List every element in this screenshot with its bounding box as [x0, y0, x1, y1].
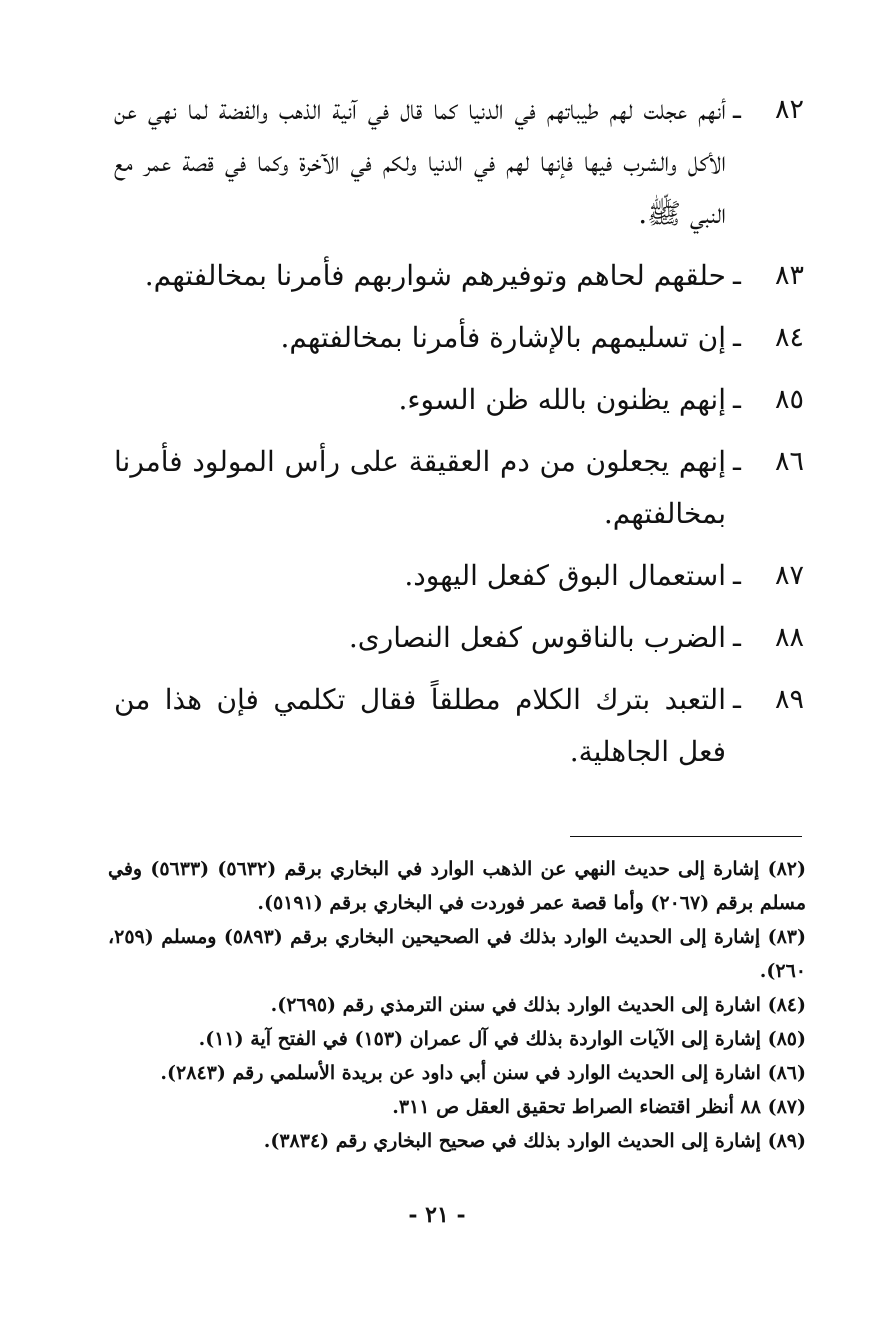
footnote-text: إشارة إلى حديث النهي عن الذهب الوارد في البخاري برقم (٥٦٣٢) (٥٦٣٣) وفي مسلم برقم (٢٠٦٧) وأما قصة عمر فوردت في البخاري برقم (٥١٩١).	[108, 858, 806, 914]
list-item	[114, 612, 804, 664]
numbered-list	[114, 84, 804, 788]
footnote	[108, 1056, 806, 1090]
footnote	[108, 1090, 806, 1124]
item-number: ٨٩	[774, 684, 804, 715]
footnote-text: إشارة إلى الحديث الوارد بذلك في صحيح البخاري رقم (٣٨٣٤).	[263, 1130, 761, 1152]
item-number: ٨٦	[774, 446, 804, 477]
footnotes	[108, 852, 806, 1158]
footnote	[108, 920, 806, 988]
item-dash: ـ	[733, 622, 741, 653]
item-text: إنهم يجعلون من دم العقيقة على رأس المولود فأمرنا بمخالفتهم.	[114, 445, 726, 530]
page-number: - ٢١ -	[408, 1202, 466, 1228]
footnote	[108, 1124, 806, 1158]
item-dash: ـ	[733, 684, 741, 715]
footnote	[108, 852, 806, 920]
item-number: ٨٧	[774, 560, 804, 591]
footnote	[108, 1022, 806, 1056]
footnote-number: (٨٤)	[767, 994, 806, 1016]
footnote-text: اشارة إلى الحديث الوارد بذلك في سنن الترمذي رقم (٢٦٩٥).	[270, 994, 761, 1016]
footnote-separator	[570, 836, 802, 837]
list-item	[114, 312, 804, 364]
list-item	[114, 250, 804, 302]
footnote-number: (٨٣)	[767, 926, 806, 948]
list-item	[114, 374, 804, 426]
item-dash: ـ	[733, 560, 741, 591]
footnote-number: (٨٩)	[767, 1130, 806, 1152]
item-text: الضرب بالناقوس كفعل النصارى.	[348, 621, 726, 654]
item-text: التعبد بترك الكلام مطلقاً فقال تكلمي فإن هذا من فعل الجاهلية.	[114, 683, 726, 768]
item-number: ٨٥	[774, 384, 804, 415]
item-dash: ـ	[733, 384, 741, 415]
list-item	[114, 550, 804, 602]
list-item	[114, 674, 804, 778]
item-text: حلقهم لحاهم وتوفيرهم شواربهم فأمرنا بمخالفتهم.	[144, 259, 726, 292]
item-text: استعمال البوق كفعل اليهود.	[404, 559, 726, 592]
footnote-number: (٨٧)	[767, 1096, 806, 1118]
item-dash: ـ	[733, 446, 741, 477]
item-number: ٨٨	[774, 622, 804, 653]
footnote-number: (٨٥)	[767, 1028, 806, 1050]
item-number: ٨٣	[774, 260, 804, 291]
footnote-text: إشارة إلى الآيات الواردة بذلك في آل عمران (١٥٣) في الفتح آية (١١).	[198, 1028, 761, 1050]
footnote-number: (٨٢)	[767, 858, 806, 880]
footnote-text: ٨٨ أنظر اقتضاء الصراط تحقيق العقل ص ٣١١.	[392, 1096, 761, 1118]
item-text: إنهم يظنون بالله ظن السوء.	[398, 383, 726, 416]
item-text: إن تسليمهم بالإشارة فأمرنا بمخالفتهم.	[280, 321, 726, 354]
item-number: ٨٢	[774, 94, 804, 125]
footnote	[108, 988, 806, 1022]
item-text: أنهم عجلت لهم طيباتهم في الدنيا كما قال في آنية الذهب والفضة لما نهي عن الأكل والشرب فيها فإنها لهم في الدنيا ولكم في الآخرة وكما في قصة عمر مع النبي ﷺ.	[114, 93, 726, 230]
list-item	[114, 436, 804, 540]
item-number: ٨٤	[774, 322, 804, 353]
item-dash: ـ	[733, 260, 741, 291]
footnote-text: اشارة إلى الحديث الوارد في سنن أبي داود عن بريدة الأسلمي رقم (٢٨٤٣).	[160, 1062, 761, 1084]
list-item	[114, 84, 804, 240]
footnote-number: (٨٦)	[767, 1062, 806, 1084]
item-dash: ـ	[733, 94, 741, 125]
footnote-text: إشارة إلى الحديث الوارد بذلك في الصحيحين البخاري برقم (٥٨٩٣) ومسلم (٢٥٩، ٢٦٠).	[108, 926, 806, 982]
item-dash: ـ	[733, 322, 741, 353]
